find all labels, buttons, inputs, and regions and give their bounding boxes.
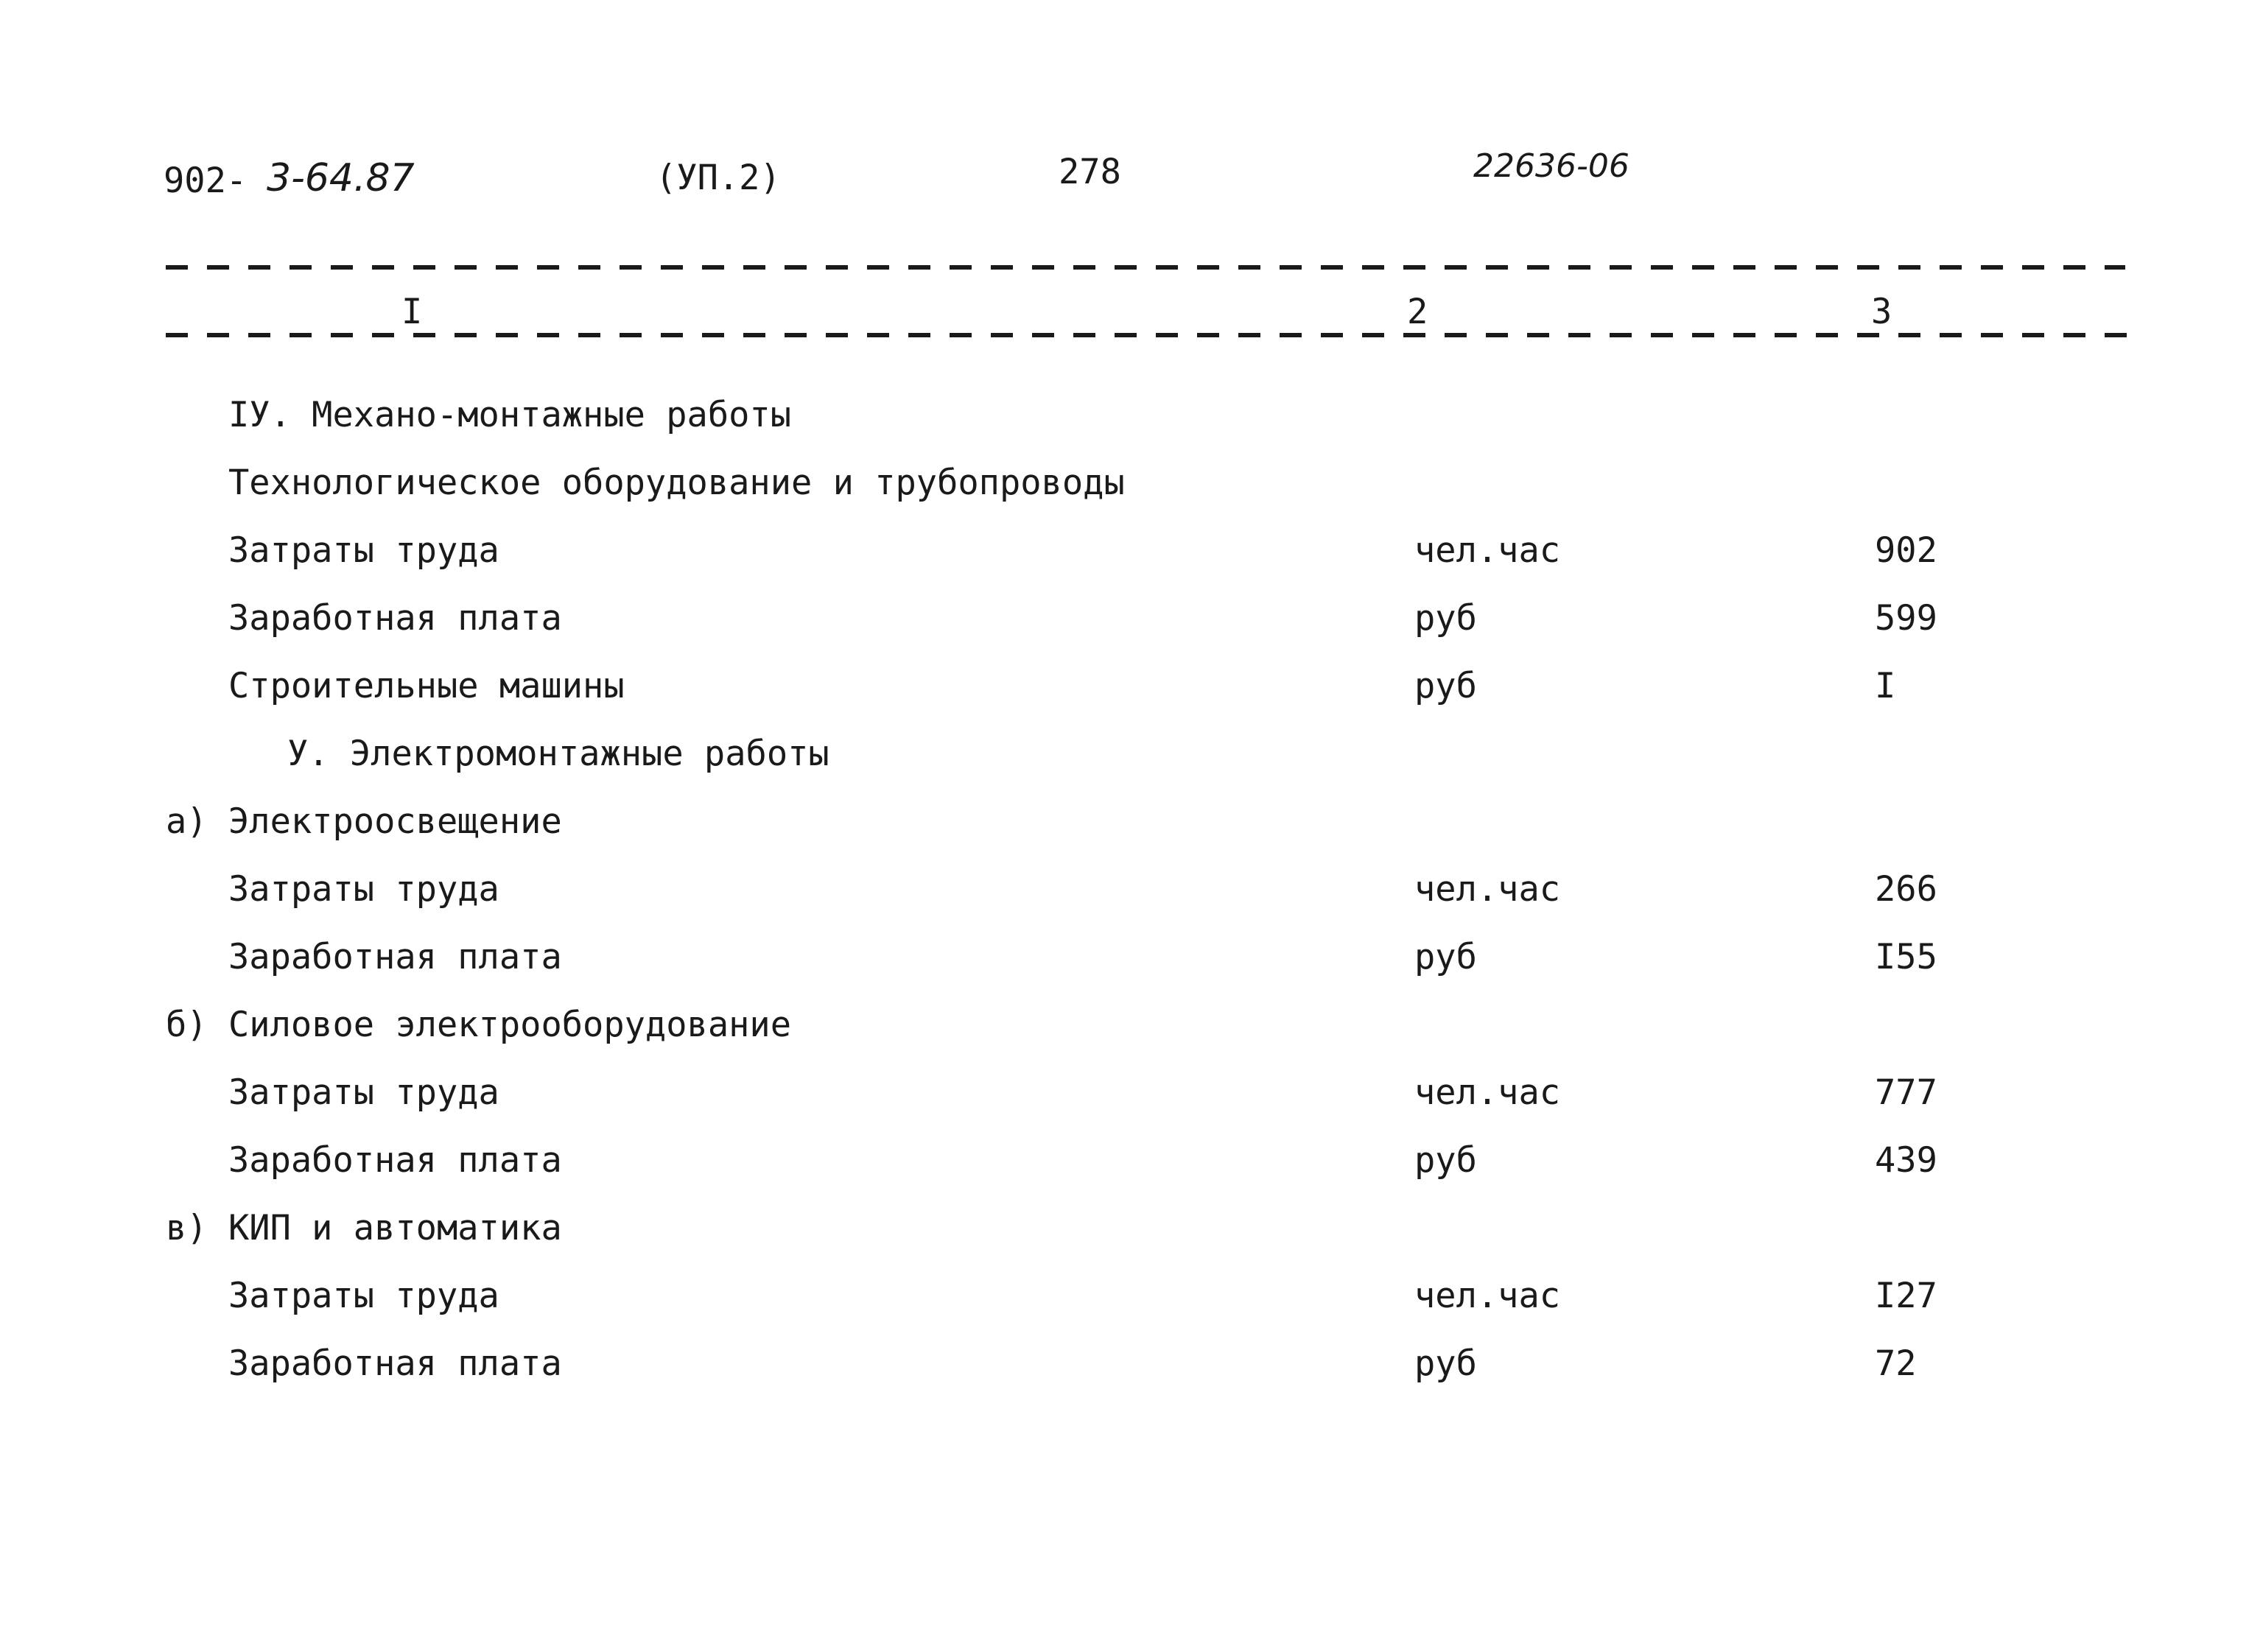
section-heading-electrical: У. Электромонтажные работы xyxy=(287,734,829,774)
subsection-heading: Силовое электрооборудование xyxy=(228,1005,792,1045)
row-unit: руб xyxy=(1414,598,1477,639)
row-label: Затраты труда xyxy=(228,1276,499,1316)
subsection-heading: Электроосвещение xyxy=(228,801,562,842)
row-label: Строительные машины xyxy=(228,666,625,706)
row-marker: а) xyxy=(166,801,208,842)
row-value: 266 xyxy=(1875,869,1937,910)
row-label: Заработная плата xyxy=(228,937,562,977)
row-value: I27 xyxy=(1875,1276,1937,1316)
row-value: I xyxy=(1875,666,1896,706)
table-header-rule xyxy=(166,333,2140,337)
page-number: 278 xyxy=(1059,152,1121,192)
column-header-1: I xyxy=(401,292,423,332)
row-value: 599 xyxy=(1875,598,1937,639)
row-label: Затраты труда xyxy=(228,1072,499,1113)
column-header-2: 2 xyxy=(1407,292,1428,332)
row-unit: чел.час xyxy=(1414,1072,1561,1113)
row-unit: руб xyxy=(1414,937,1477,977)
doc-code-handwritten: 3-64.87 xyxy=(267,156,415,200)
row-value: I55 xyxy=(1875,937,1937,977)
row-label: Затраты труда xyxy=(228,530,499,571)
row-value: 902 xyxy=(1875,530,1937,571)
row-unit: чел.час xyxy=(1414,530,1561,571)
row-label: Заработная плата xyxy=(228,598,562,639)
row-value: 777 xyxy=(1875,1072,1937,1113)
row-value: 439 xyxy=(1875,1140,1937,1181)
column-header-3: 3 xyxy=(1871,292,1892,332)
row-marker: б) xyxy=(166,1005,208,1045)
subsection-heading: КИП и автоматика xyxy=(228,1208,562,1248)
row-unit: чел.час xyxy=(1414,1276,1561,1316)
row-unit: руб xyxy=(1414,1343,1477,1384)
row-marker: в) xyxy=(166,1208,208,1248)
table-top-rule xyxy=(166,265,2125,270)
album-label: (УП.2) xyxy=(656,158,781,198)
row-value: 72 xyxy=(1875,1343,1917,1384)
section-heading-mechanical: IУ. Механо-монтажные работы xyxy=(228,395,792,435)
subsection-heading: Технологическое оборудование и трубопроводы xyxy=(228,463,1125,503)
doc-code-prefix: 902- xyxy=(164,161,248,201)
row-label: Заработная плата xyxy=(228,1343,562,1384)
row-label: Затраты труда xyxy=(228,869,499,910)
inventory-number: 22636-06 xyxy=(1473,147,1629,185)
row-label: Заработная плата xyxy=(228,1140,562,1181)
row-unit: руб xyxy=(1414,666,1477,706)
row-unit: чел.час xyxy=(1414,869,1561,910)
row-unit: руб xyxy=(1414,1140,1477,1181)
